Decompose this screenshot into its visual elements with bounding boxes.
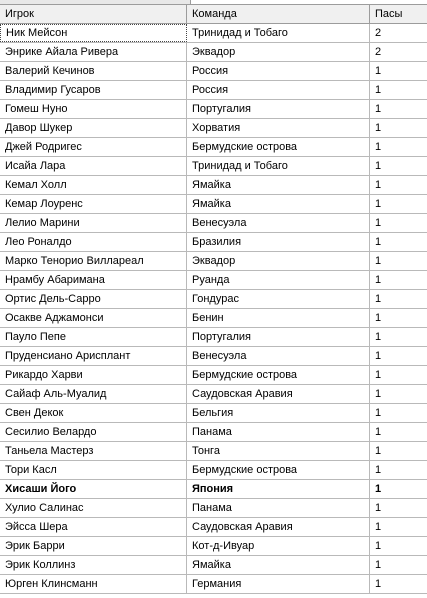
player-name-cell: Джей Родригес (0, 138, 187, 156)
player-name-cell: Эрик Коллинз (0, 556, 187, 574)
table-row[interactable] (0, 138, 427, 157)
player-name-cell: Ортис Дель-Сарро (0, 290, 187, 308)
player-name-cell: Давор Шукер (0, 119, 187, 137)
table-row[interactable] (0, 518, 427, 537)
player-name-cell: Эйсса Шера (0, 518, 187, 536)
table-row[interactable] (0, 195, 427, 214)
tab-edge[interactable] (0, 0, 191, 4)
table-row[interactable] (0, 347, 427, 366)
assists-cell: 1 (375, 483, 382, 495)
table-row[interactable] (0, 385, 427, 404)
table-row[interactable] (0, 271, 427, 290)
column-header-team[interactable]: Команда (187, 5, 370, 23)
assists-cell: 1 (375, 464, 382, 476)
assists-cell: 1 (375, 236, 382, 248)
player-name-cell: Рикардо Харви (0, 366, 187, 384)
team-cell: Германия (187, 575, 370, 593)
assists-cell: 1 (375, 160, 382, 172)
team-cell: Кот-д-Ивуар (187, 537, 370, 555)
player-name-cell: Лео Роналдо (0, 233, 187, 251)
table-row[interactable] (0, 24, 427, 43)
team-cell: Бенин (187, 309, 370, 327)
table-row[interactable] (0, 480, 427, 499)
team-cell: Ямайка (187, 556, 370, 574)
team-cell: Саудовская Аравия (187, 385, 370, 403)
player-name-cell: Гомеш Нуно (0, 100, 187, 118)
assists-cell: 1 (375, 65, 382, 77)
team-cell: Хорватия (187, 119, 370, 137)
table-row[interactable] (0, 461, 427, 480)
team-cell: Эквадор (187, 43, 370, 61)
assists-cell: 1 (375, 255, 382, 267)
assists-cell: 2 (375, 27, 382, 39)
player-name-cell: Осакве Аджамонси (0, 309, 187, 327)
player-name-cell: Юрген Клинсманн (0, 575, 187, 593)
assists-cell: 1 (375, 407, 382, 419)
team-cell: Ямайка (187, 176, 370, 194)
table-row[interactable] (0, 252, 427, 271)
team-cell: Венесуэла (187, 214, 370, 232)
player-name-cell: Владимир Гусаров (0, 81, 187, 99)
table-row[interactable] (0, 290, 427, 309)
team-cell: Тринидад и Тобаго (187, 157, 370, 175)
player-name-cell: Марко Тенорио Виллареал (0, 252, 187, 270)
table-row[interactable] (0, 537, 427, 556)
assists-cell: 1 (375, 388, 382, 400)
player-name-cell: Валерий Кечинов (0, 62, 187, 80)
player-name-cell: Ник Мейсон (0, 24, 187, 42)
player-name-cell: Пруденсиано Арисплант (0, 347, 187, 365)
column-header-assists[interactable]: Пасы (375, 8, 403, 20)
assists-cell: 1 (375, 122, 382, 134)
team-cell: Португалия (187, 328, 370, 346)
player-name-cell: Таньела Мастерз (0, 442, 187, 460)
assists-cell: 1 (375, 445, 382, 457)
table-row[interactable] (0, 499, 427, 518)
team-cell: Венесуэла (187, 347, 370, 365)
player-name-cell: Пауло Пепе (0, 328, 187, 346)
player-name-cell: Свен Декок (0, 404, 187, 422)
team-cell: Гондурас (187, 290, 370, 308)
assists-cell: 1 (375, 312, 382, 324)
team-cell: Панама (187, 499, 370, 517)
table-row[interactable] (0, 119, 427, 138)
table-row[interactable] (0, 214, 427, 233)
team-cell: Эквадор (187, 252, 370, 270)
player-name-cell: Кемар Лоуренс (0, 195, 187, 213)
assists-cell: 1 (375, 502, 382, 514)
assists-cell: 2 (375, 46, 382, 58)
assists-cell: 1 (375, 331, 382, 343)
assists-cell: 1 (375, 521, 382, 533)
player-name-cell: Кемал Холл (0, 176, 187, 194)
team-cell: Ямайка (187, 195, 370, 213)
player-name-cell: Хулио Салинас (0, 499, 187, 517)
team-cell: Бермудские острова (187, 366, 370, 384)
assists-cell: 1 (375, 426, 382, 438)
team-cell: Тонга (187, 442, 370, 460)
player-name-cell: Нрамбу Абаримана (0, 271, 187, 289)
table-row[interactable] (0, 62, 427, 81)
player-name-cell: Энрике Айала Ривера (0, 43, 187, 61)
team-cell: Руанда (187, 271, 370, 289)
table-row[interactable] (0, 575, 427, 594)
assists-cell: 1 (375, 103, 382, 115)
assists-cell: 1 (375, 350, 382, 362)
column-header-player[interactable]: Игрок (0, 5, 187, 23)
assists-cell: 1 (375, 578, 382, 590)
team-cell: Панама (187, 423, 370, 441)
assists-cell: 1 (375, 198, 382, 210)
assists-cell: 1 (375, 293, 382, 305)
player-name-cell: Сайаф Аль-Муалид (0, 385, 187, 403)
table-row[interactable] (0, 176, 427, 195)
table-row[interactable] (0, 81, 427, 100)
table-row[interactable] (0, 43, 427, 62)
table-row[interactable] (0, 309, 427, 328)
assists-cell: 1 (375, 217, 382, 229)
team-cell: Саудовская Аравия (187, 518, 370, 536)
player-name-cell: Эрик Барри (0, 537, 187, 555)
assists-cell: 1 (375, 84, 382, 96)
assists-cell: 1 (375, 540, 382, 552)
team-cell: Россия (187, 81, 370, 99)
table-row[interactable] (0, 328, 427, 347)
table-row[interactable] (0, 233, 427, 252)
player-name-cell: Тори Касл (0, 461, 187, 479)
table-row[interactable] (0, 100, 427, 119)
table-row[interactable] (0, 556, 427, 575)
player-name-cell: Сесилио Велардо (0, 423, 187, 441)
team-cell: Япония (187, 480, 370, 498)
assists-cell: 1 (375, 141, 382, 153)
team-cell: Россия (187, 62, 370, 80)
assists-cell: 1 (375, 179, 382, 191)
player-name-cell: Хисаши Його (0, 480, 187, 498)
assists-cell: 1 (375, 274, 382, 286)
assists-cell: 1 (375, 559, 382, 571)
table-header-row (0, 5, 427, 24)
table-row[interactable] (0, 442, 427, 461)
team-cell: Португалия (187, 100, 370, 118)
table-row[interactable] (0, 404, 427, 423)
table-row[interactable] (0, 366, 427, 385)
player-name-cell: Исайа Лара (0, 157, 187, 175)
team-cell: Бельгия (187, 404, 370, 422)
assists-cell: 1 (375, 369, 382, 381)
table-row[interactable] (0, 423, 427, 442)
player-name-cell: Лелио Марини (0, 214, 187, 232)
team-cell: Бермудские острова (187, 138, 370, 156)
team-cell: Бразилия (187, 233, 370, 251)
team-cell: Бермудские острова (187, 461, 370, 479)
table-row[interactable] (0, 157, 427, 176)
team-cell: Тринидад и Тобаго (187, 24, 370, 42)
